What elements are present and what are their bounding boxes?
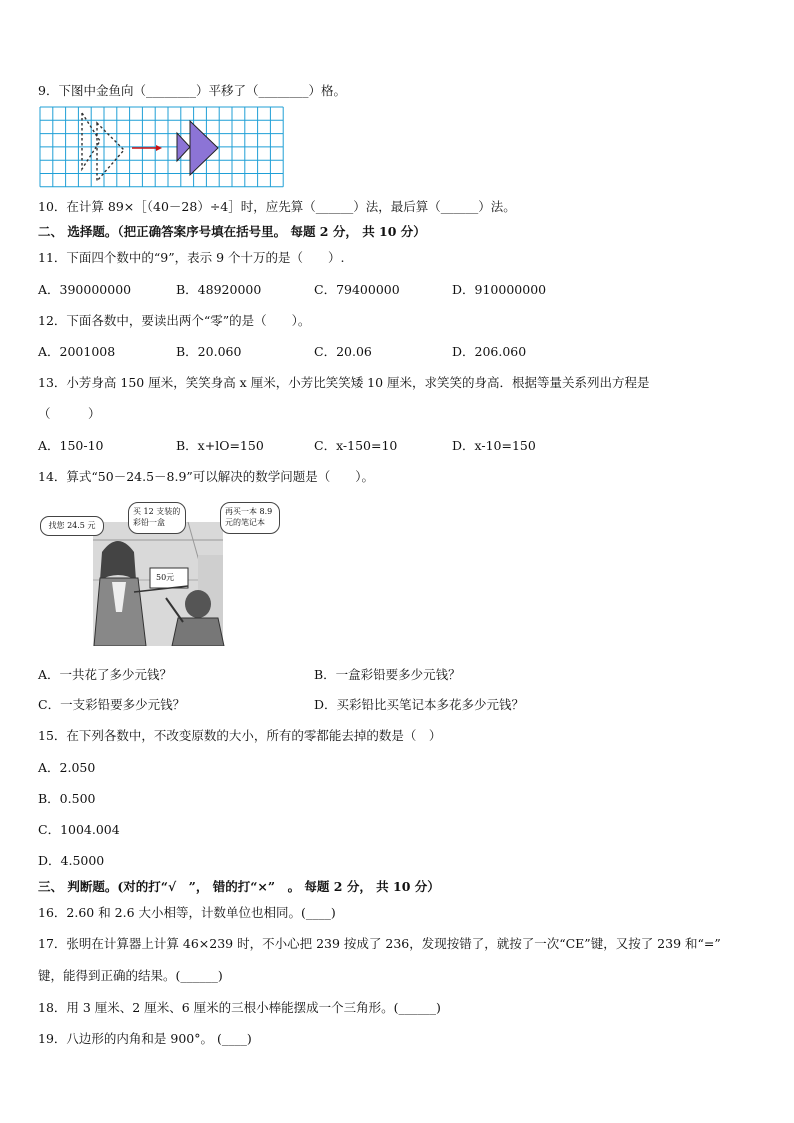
bubble-notebook-text: 再买一本 8.9 元的笔记本: [225, 507, 273, 527]
bubble-change-text: 找您 24.5 元: [48, 521, 96, 530]
section-3-heading: 三、 判断题。(对的打“√ ”， 错的打“×” 。 每题 2 分， 共 10 分）: [38, 879, 440, 894]
q15-option-a: A．2.050: [38, 760, 96, 775]
q13-option-c: C．x-150=10: [314, 438, 398, 453]
money-label: 50元: [156, 573, 175, 582]
arrow-head: [156, 145, 162, 151]
question-9: 9．下图中金鱼向（________）平移了（________）格。: [38, 83, 346, 98]
question-18: 18．用 3 厘米、2 厘米、6 厘米的三根小棒能摆成一个三角形。(______): [38, 1000, 441, 1015]
question-19: 19．八边形的内角和是 900°。 (____): [38, 1031, 252, 1046]
q13-option-a: A．150-10: [38, 438, 104, 453]
q14-option-c: C．一支彩铅要多少元钱？: [38, 697, 186, 712]
q12-option-b: B．20.060: [176, 344, 242, 359]
q15-option-c: C．1004.004: [38, 822, 120, 837]
q14-option-a: A．一共花了多少元钱？: [38, 667, 173, 682]
question-12: 12．下面各数中，要读出两个“零”的是（ ）。: [38, 313, 311, 328]
question-11: 11．下面四个数中的“9”，表示 9 个十万的是（ ）.: [38, 250, 345, 265]
q11-option-d: D．910000000: [452, 282, 547, 297]
grid-lines: [40, 107, 283, 187]
q12-option-d: D．206.060: [452, 344, 527, 359]
q14-option-d: D．买彩铅比买笔记本多花多少元钱？: [314, 697, 525, 712]
q15-option-d: D．4.5000: [38, 853, 105, 868]
question-16: 16．2.60 和 2.6 大小相等，计数单位也相同。(____): [38, 905, 336, 920]
speech-bubble-notebook: [220, 502, 280, 534]
speech-bubble-pencils: [128, 502, 186, 534]
question-14: 14．算式“50－24.5－8.9”可以解决的数学问题是（ ）。: [38, 469, 375, 484]
question-13: 13．小芳身高 150 厘米，笑笑身高 x 厘米，小芳比笑笑矮 10 厘米，求笑笑的身高．根据等量关系列出方程是: [38, 375, 650, 390]
shopping-illustration: [38, 500, 283, 646]
bubble-pencils-text: 买 12 支装的彩铅一盒: [133, 507, 181, 527]
q12-option-a: A．2001008: [38, 344, 116, 359]
q13-option-b: B．x+lO=150: [176, 438, 264, 453]
question-15: 15．在下列各数中，不改变原数的大小，所有的零都能去掉的数是（ ）: [38, 728, 442, 743]
q14-option-b: B．一盒彩铅要多少元钱？: [314, 667, 461, 682]
question-10: 10．在计算 89×［（40－28）÷4］时，应先算（______）法，最后算（______）法。: [38, 199, 516, 214]
original-fish-tail: [97, 123, 124, 181]
question-13-blank: （ ）: [38, 406, 101, 421]
speech-bubble-change: [40, 516, 104, 536]
moved-fish-small: [177, 133, 190, 161]
q12-option-c: C．20.06: [314, 344, 372, 359]
question-17: 17．张明在计算器上计算 46×239 时，不小心把 239 按成了 236，发现按错了，就按了一次“CE”键，又按了 239 和“=”: [38, 936, 721, 951]
section-2-heading: 二、 选择题。（把正确答案序号填在括号里。 每题 2 分， 共 10 分）: [38, 224, 426, 239]
moved-fish-large: [190, 121, 218, 175]
q13-option-d: D．x-10=150: [452, 438, 536, 453]
q11-option-b: B．48920000: [176, 282, 262, 297]
q15-option-b: B．0.500: [38, 791, 96, 806]
question-17-cont: 键，能得到正确的结果。(______): [38, 968, 223, 983]
fish-grid-figure: [38, 105, 288, 189]
q11-option-a: A．390000000: [38, 282, 132, 297]
q11-option-c: C．79400000: [314, 282, 400, 297]
